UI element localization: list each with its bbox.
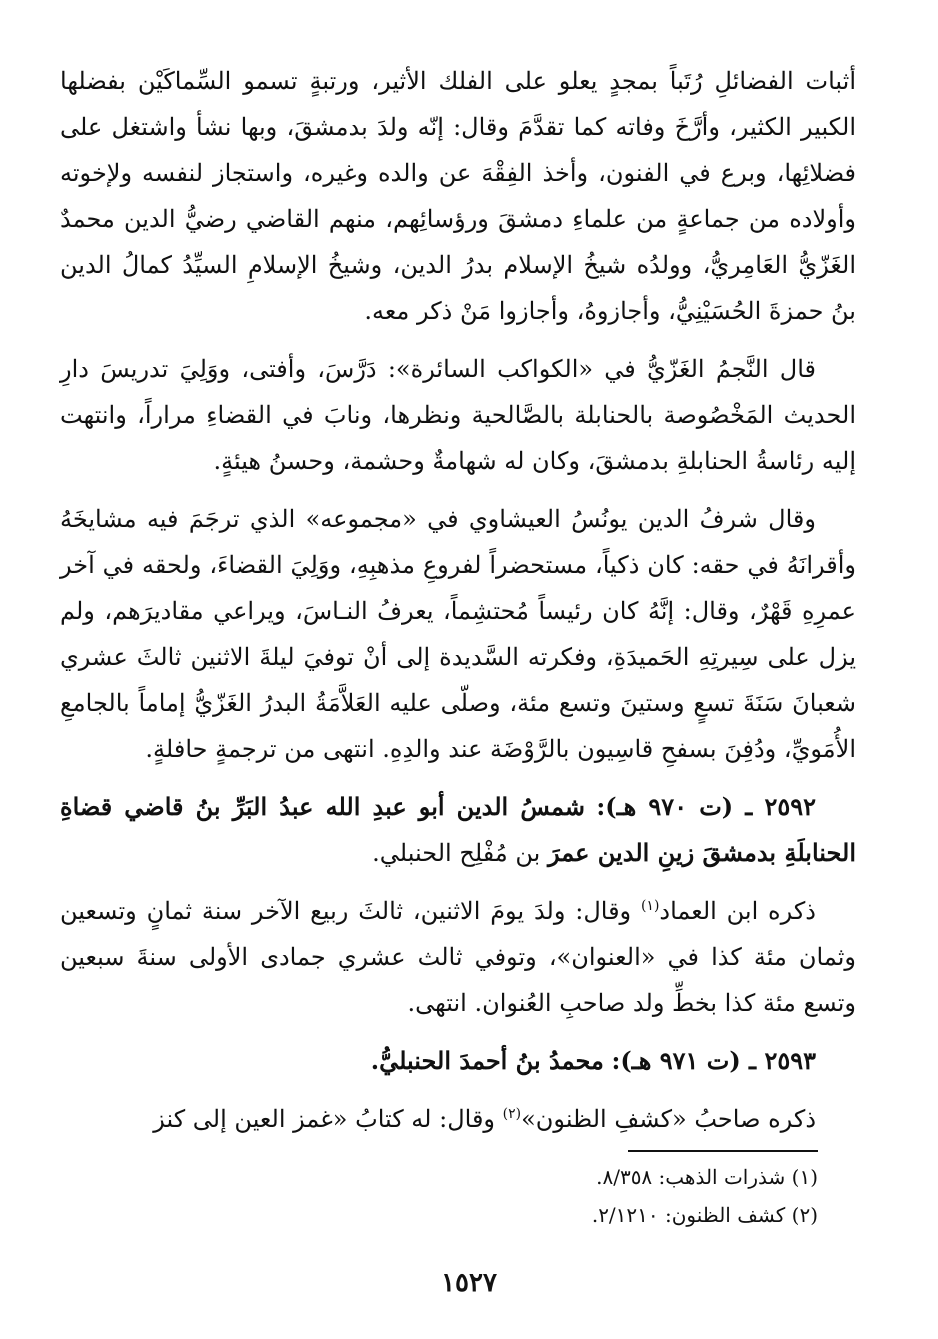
footnote-1: (١) شذرات الذهب: ٨/٣٥٨. (596, 1165, 818, 1189)
entry-2593-heading (60, 1038, 856, 1084)
footnote-ref-1: (١) (640, 898, 660, 914)
page-number: ١٥٢٧ (441, 1268, 497, 1298)
entry-2592-text-before: ذكره ابن العماد (659, 897, 816, 925)
entry-2592-title: شمسُ الدين أبو عبدِ الله عبدُ البَرِّ بنُ قاضي قضاةِ الحنابلَةِ بدمشقَ زينِ الدين عمرَ (60, 792, 856, 867)
paragraph-2: قال النَّجمُ الغَزّيُّ في «الكواكب السائرة»: دَرَّسَ، وأفتى، ووَلِيَ تدريسَ دارِ الحديث المَخْصُوصة بالحنابلة بالصَّالحية ونظرها، ونابَ في القضاءِ مراراً، وانتهت إليه رئاسةُ الحنابلةِ بدمشقَ، وكان له شهامةٌ وحشمة، وحسنُ هيئةٍ. (60, 355, 856, 475)
entry-2593-text-after: وقال: له كتابُ «غمز العين إلى كنز (153, 1105, 503, 1133)
footnotes (60, 1158, 818, 1234)
entry-2592-title-rest: بن مُفْلِح الحنبلي. (372, 839, 541, 867)
entry-2593-number: ٢٥٩٣ ـ (ت ٩٧١ هـ): (611, 1046, 816, 1075)
paragraph-1: أثبات الفضائلِ رُتَباً بمجدٍ يعلو على الفلك الأثير، ورتبةٍ تسمو السِّماكَيْن بفضلها الكبير الكثير، وأرَّخَ وفاته كما تقدَّمَ وقال: إنّه ولدَ بدمشقَ، وبها نشأ واشتغل على فضلائِها، وبرع في الفنون، وأخذ الفِقْهَ عن والده وغيره، واستجاز لنفسه ولإخوته وأولاده من جماعةٍ من علماءِ دمشقَ ورؤسائِهم، منهم القاضي رضيُّ الدين محمدٌ الغَزّيُّ العَامِريُّ، وولدُه شيخُ الإسلام بدرُ الدين، وشيخُ الإسلامِ السيِّدُ كمالُ الدين بنُ حمزةَ الحُسَيْنِيُّ، وأجازوهُ، وأجازوا مَنْ ذكر معه. (60, 67, 856, 325)
entry-2592-heading (60, 784, 856, 876)
footnote-ref-2: (٢) (502, 1106, 522, 1122)
entry-2593-text (60, 1096, 856, 1142)
entry-2593-text-before: ذكره صاحبُ «كشفِ الظنون» (521, 1105, 816, 1133)
entry-2592-number: ٢٥٩٢ ـ (ت ٩٧٠ هـ): (596, 792, 817, 821)
entry-2592-text (60, 888, 856, 1026)
entry-2593-title: محمدُ بنُ أحمدَ الحنبليُّ. (370, 1046, 604, 1075)
footnote-divider (628, 1150, 818, 1152)
main-text (60, 58, 856, 1154)
entry-2592-text-after: وقال: ولدَ يومَ الاثنين، ثالثَ ربيع الآخر سنة ثمانٍ وتسعين وثمان مئة كذا في «العنوان»، وتوفي ثالث عشري جمادى الأولى سنةَ سبعين وتسع مئة كذا بخطِّ ولد صاحبِ العُنوان. انتهى. (60, 897, 856, 1017)
paragraph-3: وقال شرفُ الدين يونُسُ العيشاوي في «مجموعه» الذي ترجَمَ فيه مشايخَهُ وأقرانَهُ في حقه: كان ذكياً، مستحضراً لفروعِ مذهبِهِ، ووَلِيَ القضاءَ، ولحقه في آخر عمرِهِ قَهْرٌ، وقال: إنَّهُ كان رئيساً مُحتشِماً، يعرفُ النـاسَ، ويراعي مقاديرَهم، ولم يزل على سِيرتِهِ الحَميدَةِ، وفكرته السَّديدة إلى أنْ توفيَ ليلةَ الاثنين ثالثَ عشري شعبانَ سَنَةَ تسعٍ وستينَ وتسع مئة، وصلّى عليه العَلاَّمَةُ البدرُ الغَزّيُّ إماماً بالجامعِ الأُمَويِّ، ودُفِنَ بسفحِ قاسِيون بالرَّوْضَة عند والدِهِ. انتهى من ترجمةٍ حافلةٍ. (60, 505, 856, 763)
footnote-2: (٢) كشف الظنون: ٢/١٢١٠. (591, 1203, 818, 1227)
